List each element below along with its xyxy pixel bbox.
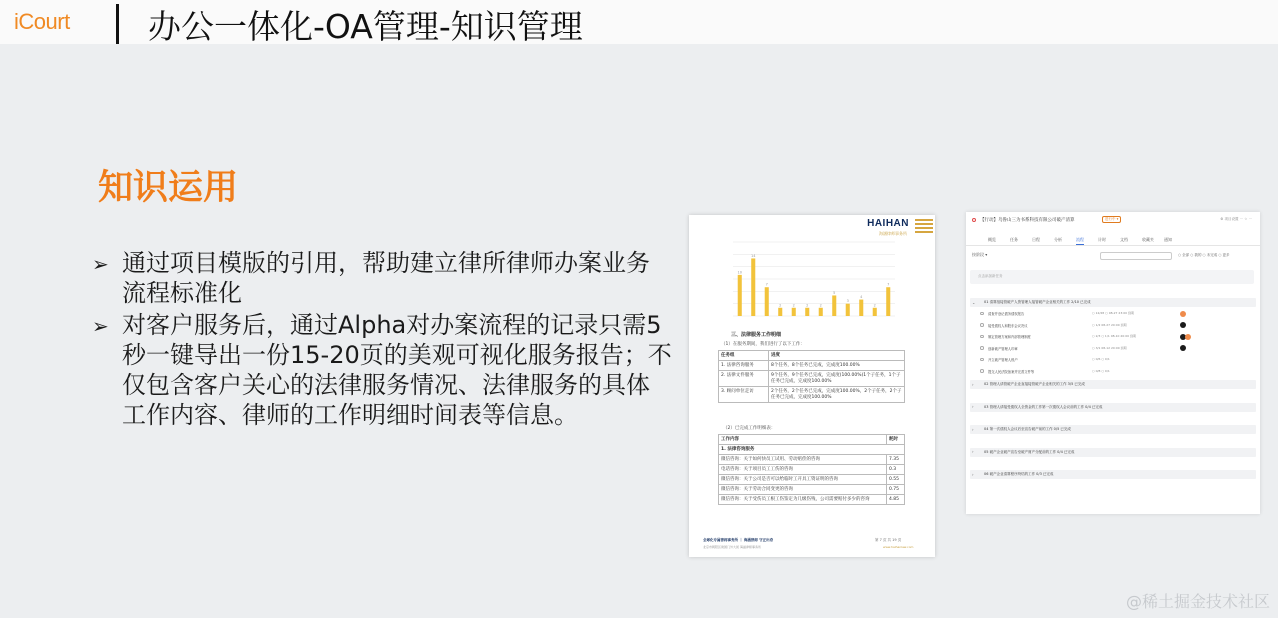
report-intro: （1）在服务期间，我们进行了以下工作： [721, 342, 805, 347]
table-cell: 微信咨询：关于如何快员工试用、劳动赔偿的咨询 [719, 455, 887, 465]
tab-6[interactable]: 计时 [1098, 237, 1106, 242]
task-label: 清查并登记债务债权报告 [988, 312, 1025, 316]
report-footer-address: 北京市朝阳区建国门外大街 海涵律师事务所 [703, 545, 761, 549]
chart-bar [873, 308, 877, 316]
table-cell: 0.55 [887, 475, 905, 485]
task-label: 开立破产管理人账户 [988, 358, 1018, 362]
chart-data-label: 2 [792, 303, 795, 308]
chart-data-label: 2 [819, 303, 822, 308]
chart-bar [738, 275, 742, 316]
report-section-heading: 三、法律服务工作明细 [731, 332, 782, 338]
chart-data-label: 7 [887, 282, 890, 287]
stage-label: 01 清算组接管破产人资管理人接管破产企业相关的工作 2/10 已完成 [984, 300, 1091, 304]
task-row[interactable] [980, 321, 1250, 330]
report-stripes-icon [915, 219, 933, 233]
table-cell: 微信咨询：关于公司是否可以给临时工开具工资证明的咨询 [719, 475, 887, 485]
report-intro-2: （2）已完成工作明细表： [723, 426, 776, 431]
table-cell: 微信咨询：关于劳动合同变更的咨询 [719, 485, 887, 495]
filter-radios[interactable]: ○ 全部 ○ 我的 ○ 未完成 ○ 更多 [1178, 253, 1230, 257]
app-header [966, 212, 1260, 228]
stage-label: 02 管理人请管破产企业直接接管破产企业相关的工作 3/5 已完成 [984, 382, 1085, 386]
bullet-item [92, 248, 672, 308]
filter-select[interactable] [1100, 252, 1172, 260]
table-cell: 电话咨询：关于项目员工工伤的咨询 [719, 465, 887, 475]
stage-label: 05 破产企业破产宣告至破产财产分配前的工作 0/4 已完成 [984, 449, 1075, 454]
page-title: 办公一体化-OA管理-知识管理 [148, 7, 583, 46]
task-row[interactable] [980, 355, 1250, 364]
chart-data-label: 3 [846, 299, 849, 304]
chevron-right-icon[interactable]: › [972, 426, 974, 432]
app-tab-bar [966, 234, 1260, 246]
table-cell: 9个任务，9个任务已完成，完成度(100.00%)1个子任务，1个子任务已完成，完成度100.00% [769, 371, 905, 387]
table-cell: 0.75 [887, 485, 905, 495]
report-detail-table [718, 434, 905, 505]
report-page-number: 第 7 页 共 19 页 [875, 538, 902, 542]
table-cell: 2个任务，2个任务已完成，完成度100.00%，2个子任务，2个子任务已完成，完成度100.00% [769, 387, 905, 403]
chart-data-label: 4 [860, 295, 863, 300]
chevron-down-icon[interactable]: ⌄ [972, 299, 976, 305]
table-cell: 3. 顾问单位走访 [719, 387, 769, 403]
chart-bar [792, 308, 796, 316]
table-cell: 微信咨询：关于受伤员工根工伤鉴定为几级伤残，公司需要赔付多少的咨询 [719, 495, 887, 505]
table-cell: 4.85 [887, 495, 905, 505]
chart-bar [846, 304, 850, 316]
table-row [719, 371, 905, 387]
tab-9[interactable]: 通知 [1164, 237, 1172, 242]
chevron-right-icon[interactable]: › [972, 381, 974, 387]
chart-bar [819, 308, 823, 316]
task-label: 提交人民法院备案并完善文件等 [988, 369, 1035, 374]
task-checkbox[interactable] [980, 335, 984, 339]
chart-data-label: 5 [833, 290, 836, 295]
stage-filter[interactable]: 按阶段 ▾ [972, 252, 988, 257]
watermark: @稀土掘金技术社区 [1125, 592, 1270, 611]
task-label: 接受债权人和股东会议决议 [988, 323, 1028, 328]
chevron-right-icon[interactable]: › [972, 471, 974, 477]
section-title: 知识运用 [98, 168, 239, 208]
avatar[interactable] [1180, 311, 1186, 317]
bullet-item [92, 310, 672, 430]
table-header-cell: 耗时 [887, 435, 905, 445]
app-header-actions[interactable]: ⚙ 项目设置 ⋯ ☆ ⋯ [1220, 217, 1252, 221]
report-brand-sub: 海涵律师事务所 [879, 231, 907, 236]
chart-data-label: 7 [765, 282, 768, 287]
add-task-input[interactable] [970, 270, 1254, 284]
chart-bar [886, 287, 890, 316]
stage-label: 04 第一次债权人会议后至宣告破产前的工作 0/5 已完成 [984, 427, 1071, 431]
bullet-text: 对客户服务后，通过Alpha对办案流程的记录只需5秒一键导出一份15-20页的美观可视化服务报告；不仅包含客户关心的法律服务情况、法律服务的具体工作内容、律师的工作明细时间表等信息。 [122, 311, 672, 429]
app-project-title: 【行动】乌鲁山三为书系科技有限公司破产清算 [980, 218, 1075, 223]
task-meta: ○ 0/6 ○ 0/1 [1092, 357, 1110, 361]
avatar[interactable] [1180, 345, 1186, 351]
table-row [719, 495, 905, 505]
report-footer-site: www.haihanlaw.com [883, 545, 914, 549]
task-label: 创新破产管理人印章 [988, 346, 1018, 351]
tab-8[interactable]: 收藏夹 [1142, 237, 1154, 242]
stage-label: 06 破产企业清算程序终结的工作 0/3 已完成 [984, 472, 1054, 476]
arrow-bullet-icon: ➢ [92, 314, 109, 338]
project-status-badge[interactable]: 进行中 ▾ [1102, 216, 1121, 223]
task-label: 制定管理方案和内部管理制度 [988, 335, 1031, 339]
task-meta: ○ 1/2 08-27 20:00 到期 [1092, 322, 1127, 327]
avatar[interactable] [1180, 322, 1186, 328]
task-checkbox[interactable] [980, 358, 984, 362]
chart-data-label: 2 [779, 303, 782, 308]
report-footer-text: 全球化专属律师事务所 ｜ 海涵律师 守正出奇 [703, 538, 774, 542]
add-task-placeholder: 点击添加新任务 [978, 274, 1003, 278]
task-meta: ○ 3/1 08-12 20:00 到期 [1092, 345, 1127, 350]
chevron-right-icon[interactable]: › [972, 404, 974, 409]
table-row [719, 475, 905, 485]
table-header-row [719, 435, 905, 445]
task-meta: ○ 0/8 ○ 0/1 [1092, 368, 1110, 373]
table-cell: 7.35 [887, 455, 905, 465]
table-header-cell: 任务组 [719, 351, 769, 361]
task-meta: ○ 2/3 ○ 1/1 08-10 20:00 到期 [1092, 334, 1136, 338]
task-row[interactable] [980, 344, 1250, 353]
tab-5[interactable]: 流程 [1076, 237, 1084, 245]
task-meta: ○ 12/28 ○ 08-27 23:00 到期 [1092, 311, 1135, 315]
table-group-cell: 1. 法律咨询服务 [719, 445, 905, 455]
bullet-text: 通过项目模版的引用，帮助建立律所律师办案业务流程标准化 [122, 249, 650, 307]
report-brand-logo: HAIHAN [867, 218, 909, 229]
chart-data-label: 2 [806, 303, 809, 308]
table-group-row [719, 445, 905, 455]
icourt-logo: iCourt [14, 9, 70, 34]
tab-1[interactable]: 概览 [988, 237, 996, 242]
task-checkbox[interactable] [980, 346, 984, 350]
stage-row[interactable] [970, 403, 1256, 412]
table-header-cell: 进度 [769, 351, 905, 361]
stage-row[interactable] [970, 380, 1256, 389]
header-divider [116, 4, 119, 44]
table-row [719, 361, 905, 371]
task-checkbox[interactable] [980, 369, 984, 373]
stage-label: 03 管理人请接受债权人全资金的工作第一次债权人会议前的工作 0/4 已完成 [984, 404, 1103, 409]
table-header-row [719, 351, 905, 361]
table-cell: 8个任务，8个任务已完成，完成度100.00% [769, 361, 905, 371]
task-row[interactable] [980, 367, 1250, 376]
task-checkbox[interactable] [980, 312, 984, 316]
table-cell: 0.3 [887, 465, 905, 475]
table-cell: 2. 法律文件服务 [719, 371, 769, 387]
arrow-bullet-icon: ➢ [92, 252, 109, 276]
service-report-preview [689, 215, 935, 557]
tab-3[interactable]: 日程 [1032, 237, 1040, 242]
table-row [719, 465, 905, 475]
chart-data-label: 14 [751, 253, 756, 258]
table-row [719, 455, 905, 465]
chart-data-label: 2 [873, 303, 876, 308]
report-bar-chart [719, 238, 899, 324]
stage-row[interactable] [970, 448, 1256, 457]
table-cell: 1. 法律咨询服务 [719, 361, 769, 371]
chart-bar [805, 308, 809, 316]
table-row [719, 387, 905, 403]
task-row[interactable] [980, 309, 1250, 318]
tab-7[interactable]: 文档 [1120, 237, 1128, 242]
table-header-cell: 工作内容 [719, 435, 887, 445]
chart-bar [832, 295, 836, 316]
project-dot-icon [972, 218, 976, 222]
table-row [719, 485, 905, 495]
project-app-preview [966, 212, 1260, 514]
tab-4[interactable]: 分析 [1054, 237, 1062, 242]
chart-data-label: 10 [737, 270, 742, 275]
tab-2[interactable]: 任务 [1010, 237, 1018, 242]
stage-row[interactable] [970, 425, 1256, 434]
chevron-right-icon[interactable]: › [972, 449, 974, 454]
report-task-table [718, 350, 905, 403]
avatar[interactable] [1185, 334, 1191, 340]
task-row[interactable] [980, 332, 1250, 341]
chart-bar [751, 258, 755, 316]
chart-bar [765, 287, 769, 316]
bullet-list [92, 248, 672, 432]
chart-bar [859, 300, 863, 316]
stage-row[interactable] [970, 470, 1256, 479]
top-header-bar [0, 0, 1278, 44]
stage-row[interactable] [970, 298, 1256, 307]
task-checkbox[interactable] [980, 323, 984, 327]
chart-bar [778, 308, 782, 316]
